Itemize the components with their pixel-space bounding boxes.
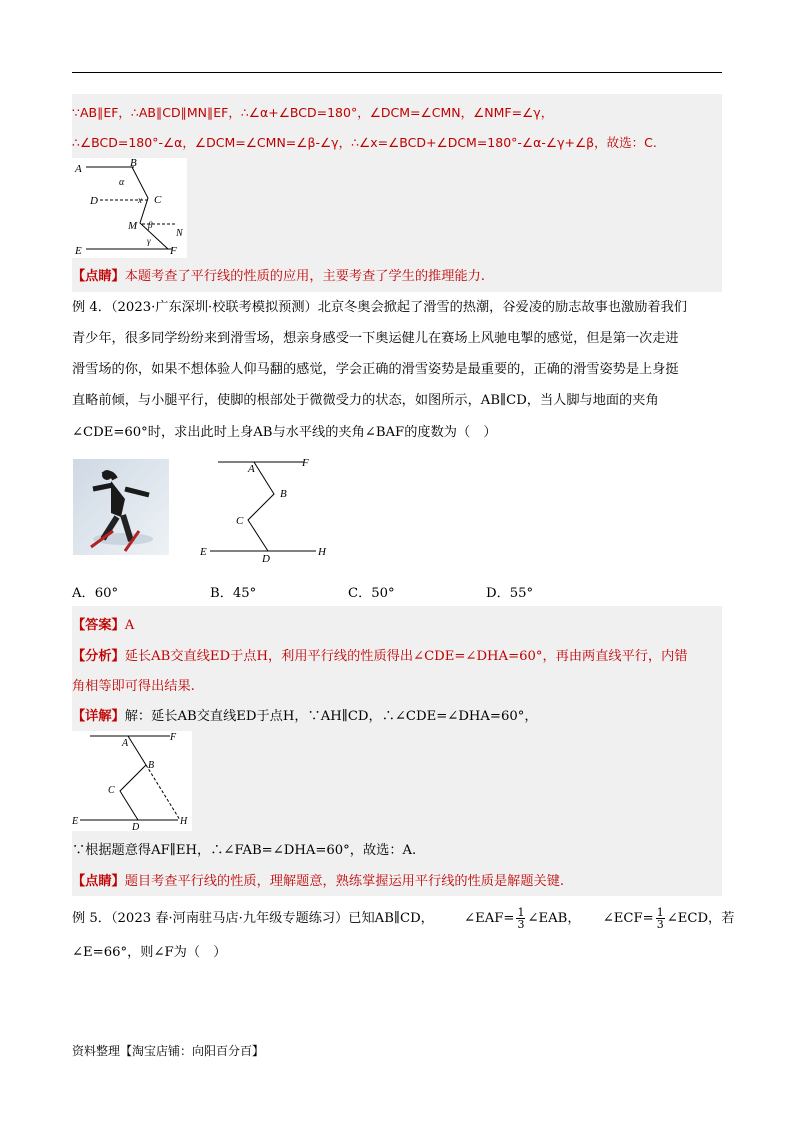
detail-4-line1: 【详解】解：延长AB交直线ED于点H，∵AH∥CD，∴∠CDE=∠DHA=60°， bbox=[72, 709, 538, 724]
option-c: C．50° bbox=[348, 586, 395, 601]
label-C: C bbox=[236, 515, 244, 527]
example-4-line3: 滑雪场的你，如果不想体验人仰马翻的感觉，学会正确的滑雪姿势是最重要的，正确的滑雪姿势是上身挺 bbox=[72, 362, 679, 377]
label-A: A bbox=[122, 738, 129, 749]
label-E: E bbox=[200, 546, 207, 558]
example-5-line2: ∠E=66°，则∠F为（ ） bbox=[72, 945, 227, 960]
fraction-one-third: $\frac{1}{3}$ bbox=[517, 906, 525, 931]
label-M: M bbox=[128, 220, 138, 232]
footer-text: 资料整理【淘宝店铺：向阳百分百】 bbox=[72, 1044, 265, 1058]
label-alpha: α bbox=[119, 177, 125, 188]
label-E: E bbox=[75, 245, 82, 257]
label-C: C bbox=[108, 785, 115, 796]
label-D: D bbox=[90, 195, 98, 207]
comment-4: 【点睛】题目考查平行线的性质，理解题意，熟练掌握运用平行线的性质是解题关键. bbox=[72, 874, 565, 889]
analysis-4-line2: 角相等即可得出结果. bbox=[72, 679, 195, 694]
fraction-one-third-2: $\frac{1}{3}$ bbox=[656, 906, 664, 931]
label-D: D bbox=[262, 553, 270, 562]
example-5-line1: 例 5．（2023 春·河南驻马店·九年级专题练习）已知AB∥CD， ∠EAF= $\frac{1}{3}$ ∠EAB， ∠ECF= $\frac{1}{3}$ ∠ECD，若 bbox=[72, 906, 735, 931]
label-H: H bbox=[318, 546, 326, 558]
figure-detail-4 bbox=[72, 731, 192, 831]
label-F: F bbox=[170, 732, 177, 743]
example-4-line1: 例 4．（2023·广东深圳·校联考模拟预测）北京冬奥会掀起了滑雪的热潮，谷爱凌的励志故事也激励着我们 bbox=[72, 300, 687, 315]
label-A: A bbox=[248, 463, 255, 475]
label-F: F bbox=[302, 457, 309, 469]
solution-3-line2: ∴∠BCD=180°-∠α，∠DCM=∠CMN=∠β-∠γ，∴∠x=∠BCD+∠DCM=180°-∠α-∠γ+∠β，故选：C. bbox=[72, 135, 657, 150]
skier-photo bbox=[73, 459, 169, 555]
answer-4: 【答案】A bbox=[72, 618, 135, 633]
label-B: B bbox=[280, 488, 287, 500]
figure-example-4 bbox=[196, 452, 336, 562]
label-x: x bbox=[138, 195, 142, 205]
label-gamma: γ bbox=[147, 236, 151, 246]
option-a: A．60° bbox=[72, 586, 119, 601]
label-H: H bbox=[180, 816, 188, 827]
label-C: C bbox=[154, 194, 162, 206]
detail-4-line2: ∵根据题意得AF∥EH，∴∠FAB=∠DHA=60°，故选：A. bbox=[72, 843, 417, 858]
label-E: E bbox=[72, 816, 79, 827]
example-4-line2: 青少年，很多同学纷纷来到滑雪场，想亲身感受一下奥运健儿在赛场上风驰电掣的感觉，但是第一次走进 bbox=[72, 331, 679, 346]
label-beta: β bbox=[148, 220, 153, 230]
label-D: D bbox=[132, 822, 140, 831]
label-N: N bbox=[176, 228, 183, 239]
label-F: F bbox=[170, 245, 177, 257]
option-d: D．55° bbox=[486, 586, 534, 601]
comment-3: 【点睛】本题考查了平行线的性质的应用，主要考查了学生的推理能力. bbox=[72, 269, 486, 284]
header-rule bbox=[72, 72, 722, 73]
analysis-4-line1: 【分析】延长AB交直线ED于点H，利用平行线的性质得出∠CDE=∠DHA=60°，再由两直线平行，内错 bbox=[72, 649, 688, 664]
example-4-line4: 直略前倾，与小腿平行，使脚的根部处于微微受力的状态，如图所示，AB∥CD，当人脚与地面的夹角 bbox=[72, 393, 659, 408]
option-b: B．45° bbox=[210, 586, 257, 601]
figure-example-3 bbox=[72, 158, 187, 258]
label-B: B bbox=[148, 760, 155, 771]
label-B: B bbox=[130, 158, 137, 169]
label-A: A bbox=[75, 163, 82, 175]
example-4-line5: ∠CDE=60°时，求出此时上身AB与水平线的夹角∠BAF的度数为（ ） bbox=[72, 425, 497, 440]
solution-3-line1: ∵AB∥EF，∴AB∥CD∥MN∥EF，∴∠α+∠BCD=180°，∠DCM=∠CMN，∠NMF=∠γ， bbox=[72, 105, 554, 120]
